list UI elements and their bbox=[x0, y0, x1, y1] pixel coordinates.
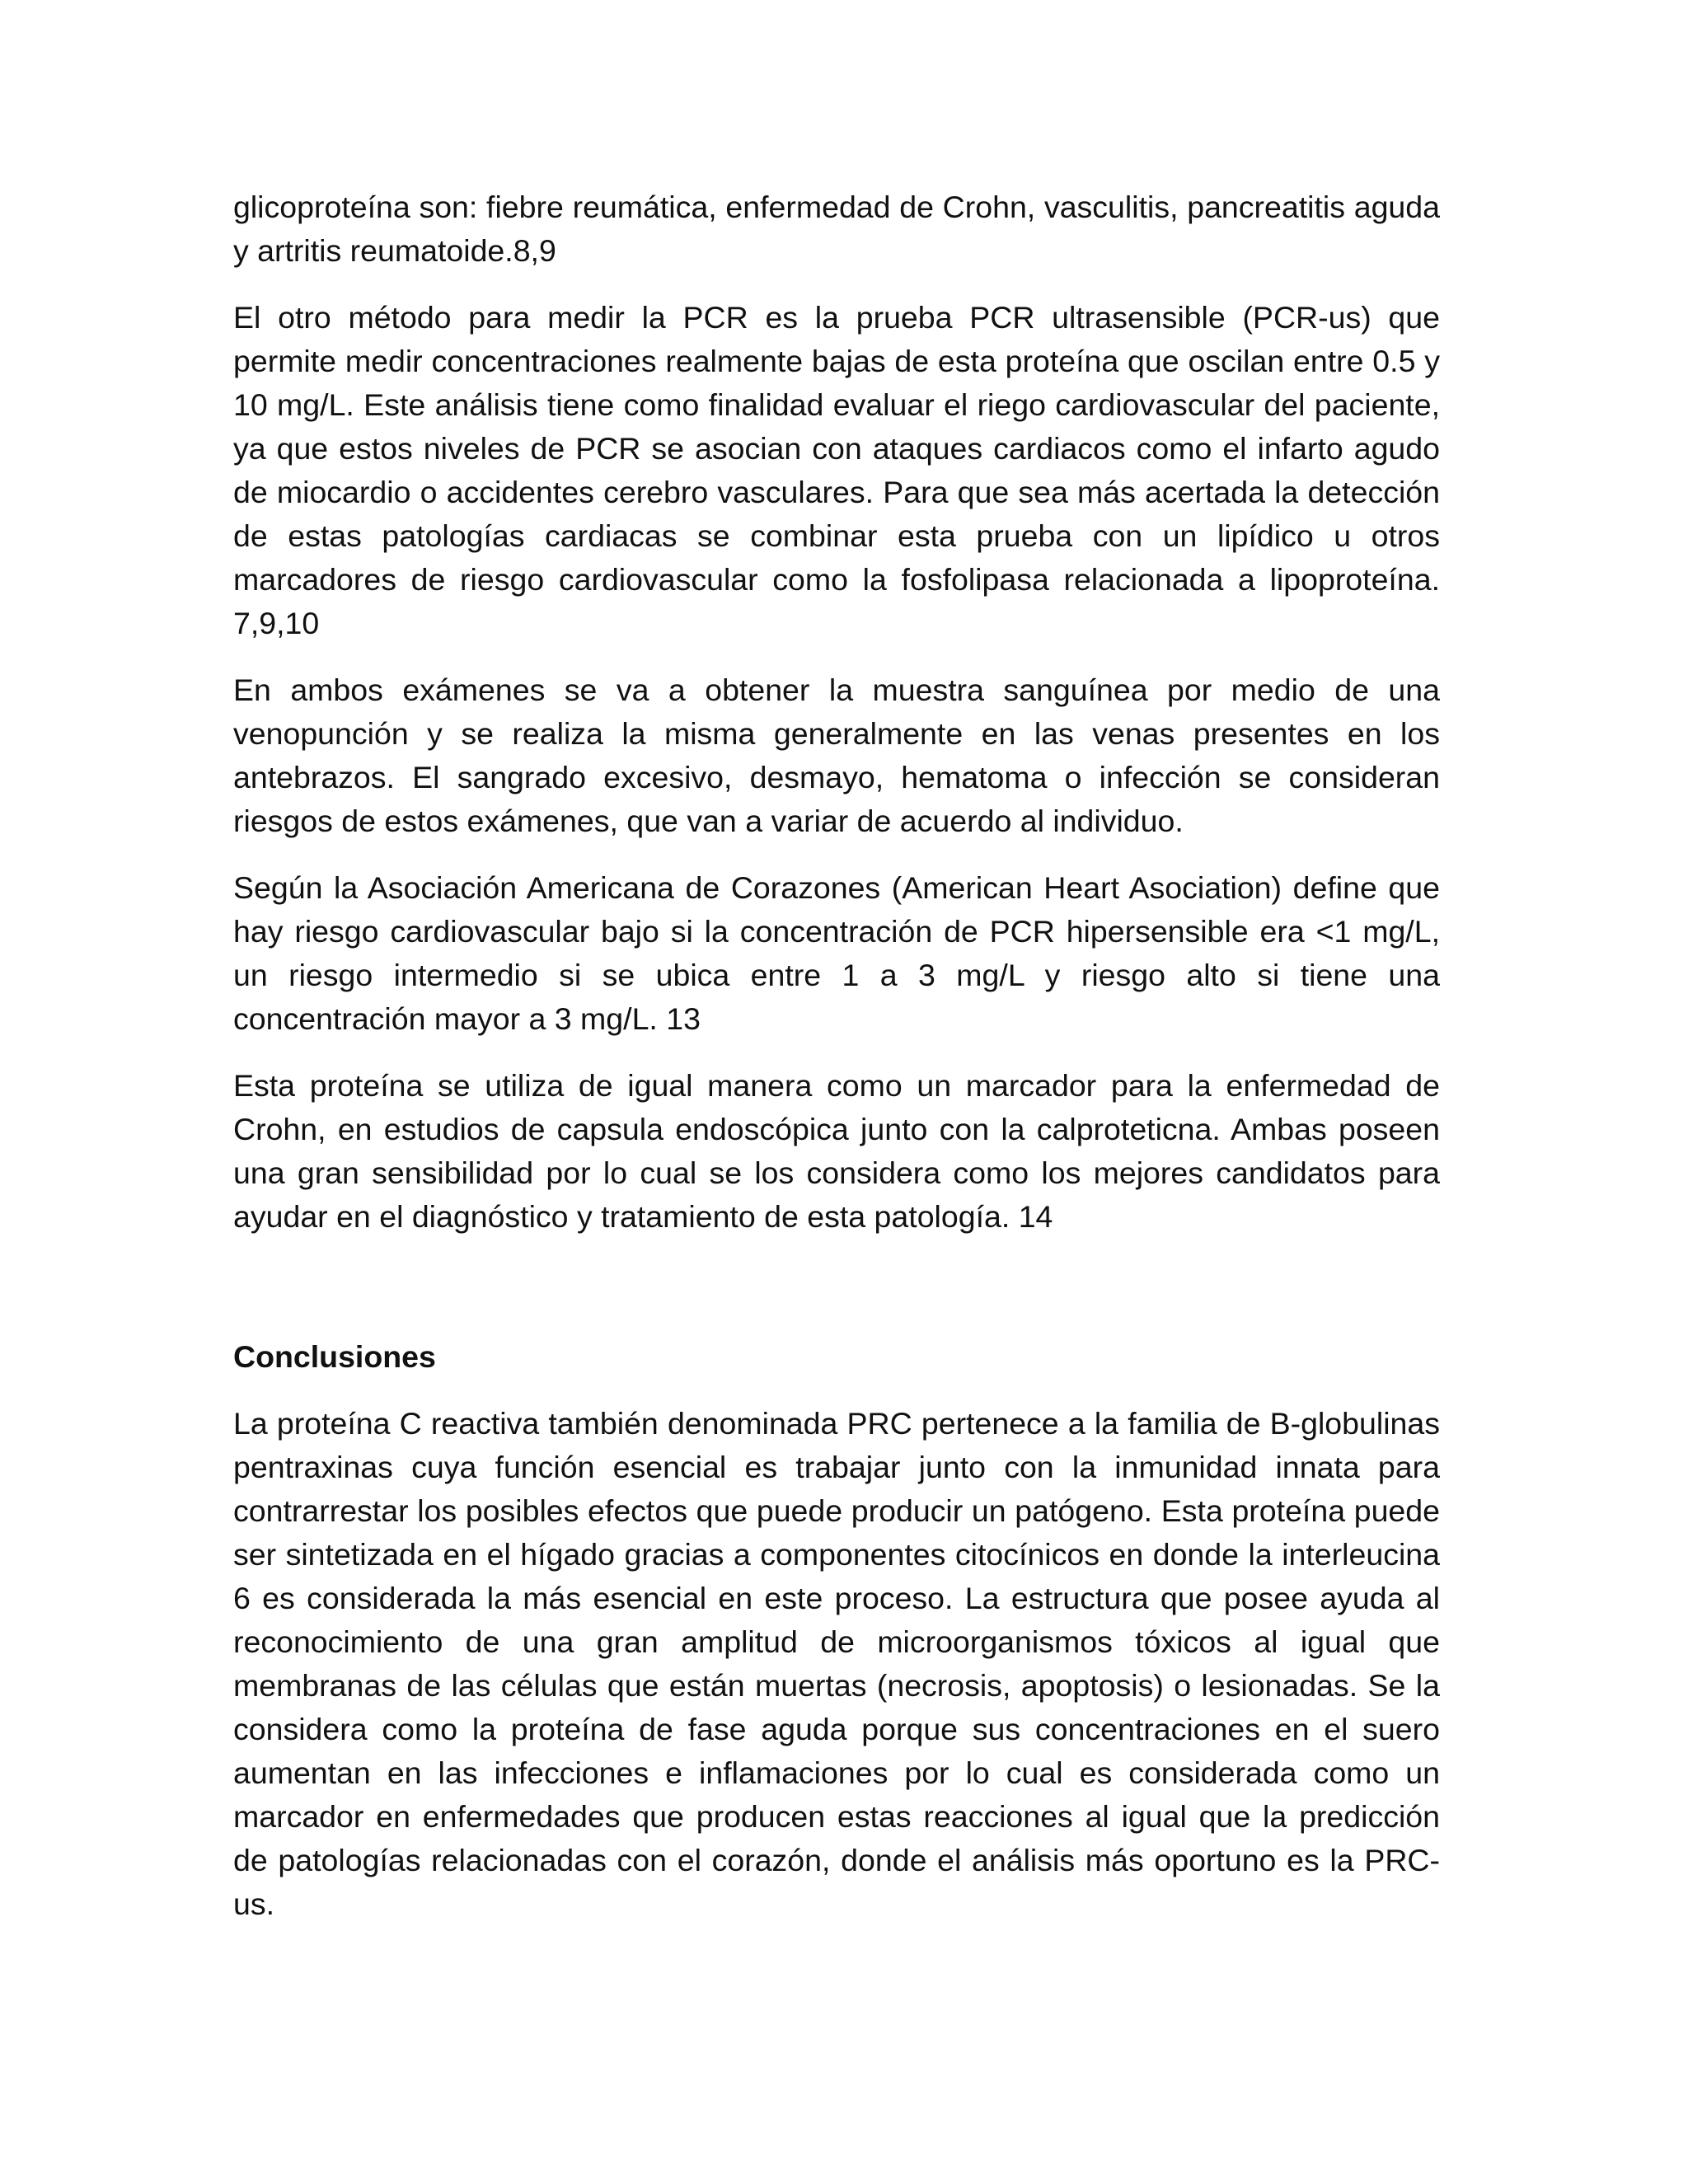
paragraph-glicoproteina: glicoproteína son: fiebre reumática, enfermedad de Crohn, vasculitis, pancreatitis aguda y artritis reumatoide.8,9 bbox=[233, 190, 1440, 268]
conclusions-heading: Conclusiones bbox=[233, 1339, 436, 1374]
paragraph-pcr-ultrasensible: El otro método para medir la PCR es la prueba PCR ultrasensible (PCR-us) que permite medir concentraciones realmente bajas de esta proteína que oscilan entre 0.5 y 10 mg/L. Este análisis tiene como finalidad evaluar el riego cardiovascular del paciente, ya que estos niveles de PCR se asocian con ataques cardiacos como el infarto agudo de miocardio o accidentes cerebro vasculares. Para que sea más acertada la detección de estas patologías cardiacas se combinar esta prueba con un lipídico u otros marcadores de riesgo cardiovascular como la fosfolipasa relacionada a lipoproteína. 7,9,10 bbox=[233, 300, 1440, 640]
paragraph-examenes-muestra: En ambos exámenes se va a obtener la muestra sanguínea por medio de una venopunción y se realiza la misma generalmente en las venas presentes en los antebrazos. El sangrado excesivo, desmayo, hematoma o infección se consideran riesgos de estos exámenes, que van a variar de acuerdo al individuo. bbox=[233, 673, 1440, 838]
page-content bbox=[233, 185, 1440, 1949]
paragraph-asociacion-americana: Según la Asociación Americana de Corazones (American Heart Asociation) define que hay riesgo cardiovascular bajo si la concentración de PCR hipersensible era <1 mg/L, un riesgo intermedio si se ubica entre 1 a 3 mg/L y riesgo alto si tiene una concentración mayor a 3 mg/L. 13 bbox=[233, 870, 1440, 1036]
conclusions-paragraph: La proteína C reactiva también denominada PRC pertenece a la familia de B-globulinas pentraxinas cuya función esencial es trabajar junto con la inmunidad innata para contrarrestar los posibles efectos que puede producir un patógeno. Esta proteína puede ser sintetizada en el hígado gracias a componentes citocínicos en donde la interleucina 6 es considerada la más esencial en este proceso. La estructura que posee ayuda al reconocimiento de una gran amplitud de microorganismos tóxicos al igual que membranas de las células que están muertas (necrosis, apoptosis) o lesionadas. Se la considera como la proteína de fase aguda porque sus concentraciones en el suero aumentan en las infecciones e inflamaciones por lo cual es considerada como un marcador en enfermedades que producen estas reacciones al igual que la predicción de patologías relacionadas con el corazón, donde el análisis más oportuno es la PRC-us. bbox=[233, 1406, 1440, 1921]
paragraph-marcador-crohn: Esta proteína se utiliza de igual manera como un marcador para la enfermedad de Crohn, en estudios de capsula endoscópica junto con la calproteticna. Ambas poseen una gran sensibilidad por lo cual se los considera como los mejores candidatos para ayudar en el diagnóstico y tratamiento de esta patología. 14 bbox=[233, 1068, 1440, 1234]
